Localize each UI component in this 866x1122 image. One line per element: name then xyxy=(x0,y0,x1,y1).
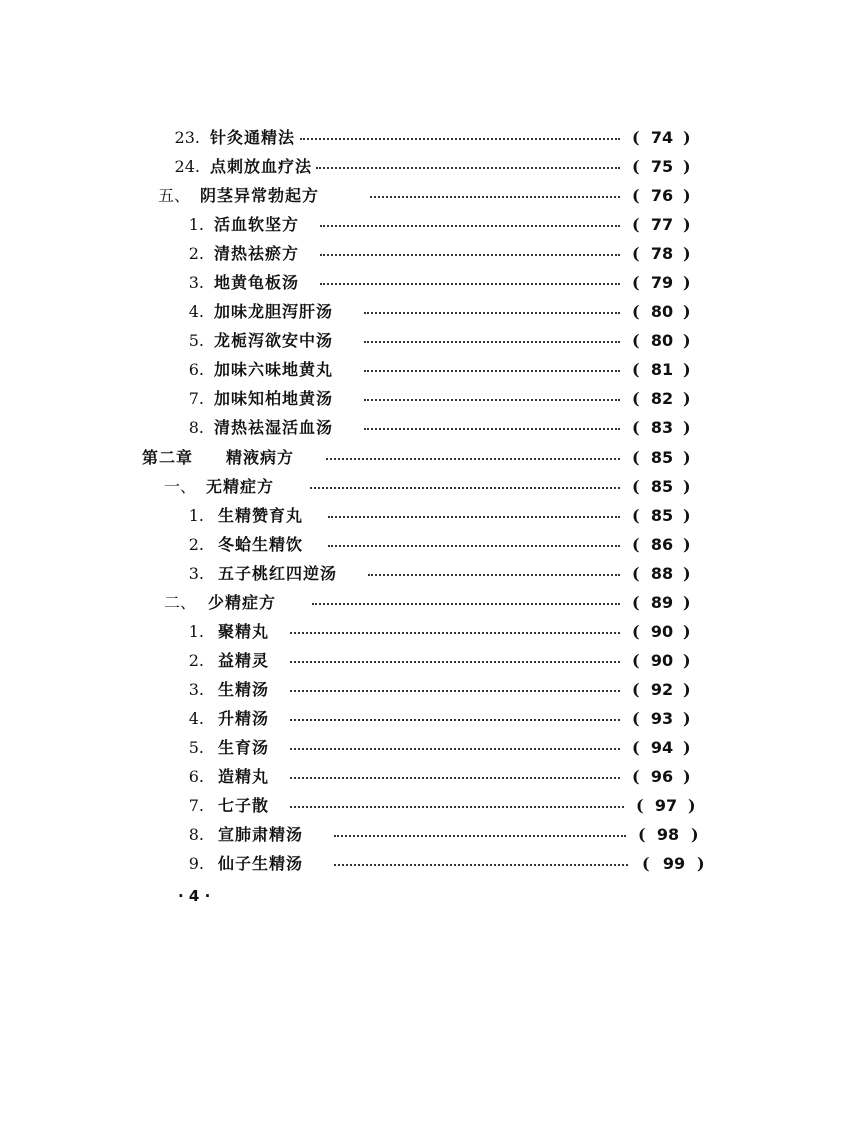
entry-title: 益精灵 xyxy=(218,651,270,670)
entry-page: 94 xyxy=(650,738,674,757)
toc-entry xyxy=(0,618,866,646)
dot-leader xyxy=(328,545,620,547)
page-number: · 4 · xyxy=(178,887,211,905)
open-paren: ( xyxy=(632,767,640,786)
dot-leader xyxy=(328,516,620,518)
close-paren: ) xyxy=(683,564,691,583)
open-paren: ( xyxy=(632,418,640,437)
dot-leader xyxy=(290,748,620,750)
toc-section xyxy=(0,473,866,501)
entry-number: 3. xyxy=(188,273,204,292)
dot-leader xyxy=(364,341,620,343)
entry-number: 3. xyxy=(188,564,204,583)
toc-entry xyxy=(0,124,866,152)
dot-leader xyxy=(320,225,620,227)
dot-leader xyxy=(334,835,626,837)
entry-page: 79 xyxy=(650,273,674,292)
dot-leader xyxy=(290,632,620,634)
chapter-number: 第二章 xyxy=(142,448,194,467)
entry-title: 生精汤 xyxy=(218,680,270,699)
toc-entry xyxy=(0,153,866,181)
entry-number: 8. xyxy=(188,418,204,437)
entry-page: 80 xyxy=(650,331,674,350)
close-paren: ) xyxy=(683,738,691,757)
entry-title: 五子桃红四逆汤 xyxy=(218,564,338,583)
close-paren: ) xyxy=(683,622,691,641)
toc-entry xyxy=(0,734,866,762)
close-paren: ) xyxy=(683,418,691,437)
entry-number: 9. xyxy=(188,854,204,873)
entry-page: 86 xyxy=(650,535,674,554)
section-title: 阴茎异常勃起方 xyxy=(200,186,320,205)
entry-page: 89 xyxy=(650,593,674,612)
dot-leader xyxy=(290,806,624,808)
chapter-title: 精液病方 xyxy=(226,448,295,467)
open-paren: ( xyxy=(632,302,640,321)
close-paren: ) xyxy=(683,215,691,234)
dot-leader xyxy=(370,196,620,198)
entry-number: 4. xyxy=(188,302,204,321)
close-paren: ) xyxy=(683,535,691,554)
entry-page: 98 xyxy=(656,825,680,844)
dot-leader xyxy=(316,167,620,169)
entry-page: 90 xyxy=(650,622,674,641)
dot-leader xyxy=(364,370,620,372)
open-paren: ( xyxy=(632,448,640,467)
dot-leader xyxy=(320,283,620,285)
open-paren: ( xyxy=(632,477,640,496)
close-paren: ) xyxy=(683,360,691,379)
open-paren: ( xyxy=(632,360,640,379)
dot-leader xyxy=(334,864,628,866)
section-number: 二、 xyxy=(164,593,197,612)
entry-title: 清热祛瘀方 xyxy=(214,244,300,263)
entry-page: 74 xyxy=(650,128,674,147)
entry-number: 6. xyxy=(188,360,204,379)
toc-entry xyxy=(0,269,866,297)
dot-leader xyxy=(300,138,620,140)
open-paren: ( xyxy=(632,244,640,263)
entry-number: 3. xyxy=(188,680,204,699)
section-title: 无精症方 xyxy=(206,477,275,496)
open-paren: ( xyxy=(632,273,640,292)
close-paren: ) xyxy=(683,302,691,321)
entry-title: 聚精丸 xyxy=(218,622,270,641)
dot-leader xyxy=(310,487,620,489)
entry-page: 76 xyxy=(650,186,674,205)
toc-entry xyxy=(0,821,866,849)
entry-number: 7. xyxy=(188,796,204,815)
open-paren: ( xyxy=(632,593,640,612)
entry-page: 96 xyxy=(650,767,674,786)
open-paren: ( xyxy=(632,738,640,757)
entry-number: 23. xyxy=(174,128,200,147)
close-paren: ) xyxy=(683,651,691,670)
close-paren: ) xyxy=(683,157,691,176)
entry-number: 1. xyxy=(188,506,204,525)
toc-entry xyxy=(0,647,866,675)
entry-number: 5. xyxy=(188,738,204,757)
dot-leader xyxy=(364,312,620,314)
entry-number: 2. xyxy=(188,535,204,554)
close-paren: ) xyxy=(683,448,691,467)
entry-page: 90 xyxy=(650,651,674,670)
entry-page: 88 xyxy=(650,564,674,583)
close-paren: ) xyxy=(683,186,691,205)
toc-chapter xyxy=(0,444,866,472)
toc-entry xyxy=(0,502,866,530)
entry-page: 85 xyxy=(650,506,674,525)
toc-entry xyxy=(0,298,866,326)
entry-page: 75 xyxy=(650,157,674,176)
open-paren: ( xyxy=(632,157,640,176)
entry-page: 85 xyxy=(650,477,674,496)
dot-leader xyxy=(326,458,620,460)
entry-number: 24. xyxy=(174,157,200,176)
dot-leader xyxy=(368,574,620,576)
entry-page: 80 xyxy=(650,302,674,321)
close-paren: ) xyxy=(688,796,696,815)
close-paren: ) xyxy=(683,709,691,728)
dot-leader xyxy=(290,777,620,779)
close-paren: ) xyxy=(683,680,691,699)
entry-title: 七子散 xyxy=(218,796,270,815)
entry-page: 77 xyxy=(650,215,674,234)
toc-entry xyxy=(0,850,866,878)
toc-entry xyxy=(0,327,866,355)
toc-entry xyxy=(0,414,866,442)
dot-leader xyxy=(312,603,620,605)
open-paren: ( xyxy=(632,389,640,408)
close-paren: ) xyxy=(683,273,691,292)
toc-entry xyxy=(0,385,866,413)
toc-entry xyxy=(0,763,866,791)
close-paren: ) xyxy=(697,854,705,873)
toc-entry xyxy=(0,531,866,559)
close-paren: ) xyxy=(683,389,691,408)
open-paren: ( xyxy=(632,564,640,583)
entry-title: 冬蛤生精饮 xyxy=(218,535,304,554)
entry-page: 97 xyxy=(654,796,678,815)
entry-title: 加味知柏地黄汤 xyxy=(214,389,334,408)
entry-page: 93 xyxy=(650,709,674,728)
entry-title: 造精丸 xyxy=(218,767,270,786)
toc-section xyxy=(0,589,866,617)
entry-title: 地黄龟板汤 xyxy=(214,273,300,292)
close-paren: ) xyxy=(683,767,691,786)
close-paren: ) xyxy=(683,331,691,350)
entry-title: 宣肺肃精汤 xyxy=(218,825,304,844)
entry-title: 针灸通精法 xyxy=(210,128,296,147)
entry-number: 8. xyxy=(188,825,204,844)
entry-page: 92 xyxy=(650,680,674,699)
toc-entry xyxy=(0,240,866,268)
open-paren: ( xyxy=(642,854,650,873)
toc-entry xyxy=(0,211,866,239)
entry-title: 龙栀泻欲安中汤 xyxy=(214,331,334,350)
open-paren: ( xyxy=(632,186,640,205)
close-paren: ) xyxy=(683,128,691,147)
dot-leader xyxy=(320,254,620,256)
dot-leader xyxy=(364,399,620,401)
entry-number: 5. xyxy=(188,331,204,350)
open-paren: ( xyxy=(632,128,640,147)
open-paren: ( xyxy=(632,331,640,350)
open-paren: ( xyxy=(632,651,640,670)
open-paren: ( xyxy=(632,709,640,728)
entry-number: 4. xyxy=(188,709,204,728)
open-paren: ( xyxy=(632,535,640,554)
entry-page: 78 xyxy=(650,244,674,263)
entry-title: 加味龙胆泻肝汤 xyxy=(214,302,334,321)
entry-title: 清热祛湿活血汤 xyxy=(214,418,334,437)
entry-title: 升精汤 xyxy=(218,709,270,728)
entry-title: 活血软坚方 xyxy=(214,215,300,234)
open-paren: ( xyxy=(632,215,640,234)
entry-page: 85 xyxy=(650,448,674,467)
toc-entry xyxy=(0,705,866,733)
entry-title: 生精赞育丸 xyxy=(218,506,304,525)
close-paren: ) xyxy=(683,593,691,612)
section-title: 少精症方 xyxy=(208,593,277,612)
toc-entry xyxy=(0,560,866,588)
toc-entry xyxy=(0,356,866,384)
entry-title: 生育汤 xyxy=(218,738,270,757)
entry-number: 1. xyxy=(188,215,204,234)
dot-leader xyxy=(364,428,620,430)
close-paren: ) xyxy=(683,477,691,496)
dot-leader xyxy=(290,719,620,721)
entry-title: 点刺放血疗法 xyxy=(210,157,313,176)
entry-page: 82 xyxy=(650,389,674,408)
entry-number: 1. xyxy=(188,622,204,641)
toc-section xyxy=(0,182,866,210)
entry-number: 7. xyxy=(188,389,204,408)
dot-leader xyxy=(290,661,620,663)
section-number: 一、 xyxy=(164,477,197,496)
entry-number: 2. xyxy=(188,651,204,670)
entry-page: 81 xyxy=(650,360,674,379)
open-paren: ( xyxy=(632,506,640,525)
entry-page: 83 xyxy=(650,418,674,437)
toc-entry xyxy=(0,676,866,704)
dot-leader xyxy=(290,690,620,692)
entry-page: 99 xyxy=(662,854,686,873)
close-paren: ) xyxy=(683,244,691,263)
entry-title: 加味六味地黄丸 xyxy=(214,360,334,379)
open-paren: ( xyxy=(632,622,640,641)
close-paren: ) xyxy=(691,825,699,844)
open-paren: ( xyxy=(636,796,644,815)
toc-entry xyxy=(0,792,866,820)
close-paren: ) xyxy=(683,506,691,525)
entry-number: 6. xyxy=(188,767,204,786)
entry-title: 仙子生精汤 xyxy=(218,854,304,873)
section-number: 五、 xyxy=(158,186,191,205)
entry-number: 2. xyxy=(188,244,204,263)
open-paren: ( xyxy=(632,680,640,699)
open-paren: ( xyxy=(638,825,646,844)
